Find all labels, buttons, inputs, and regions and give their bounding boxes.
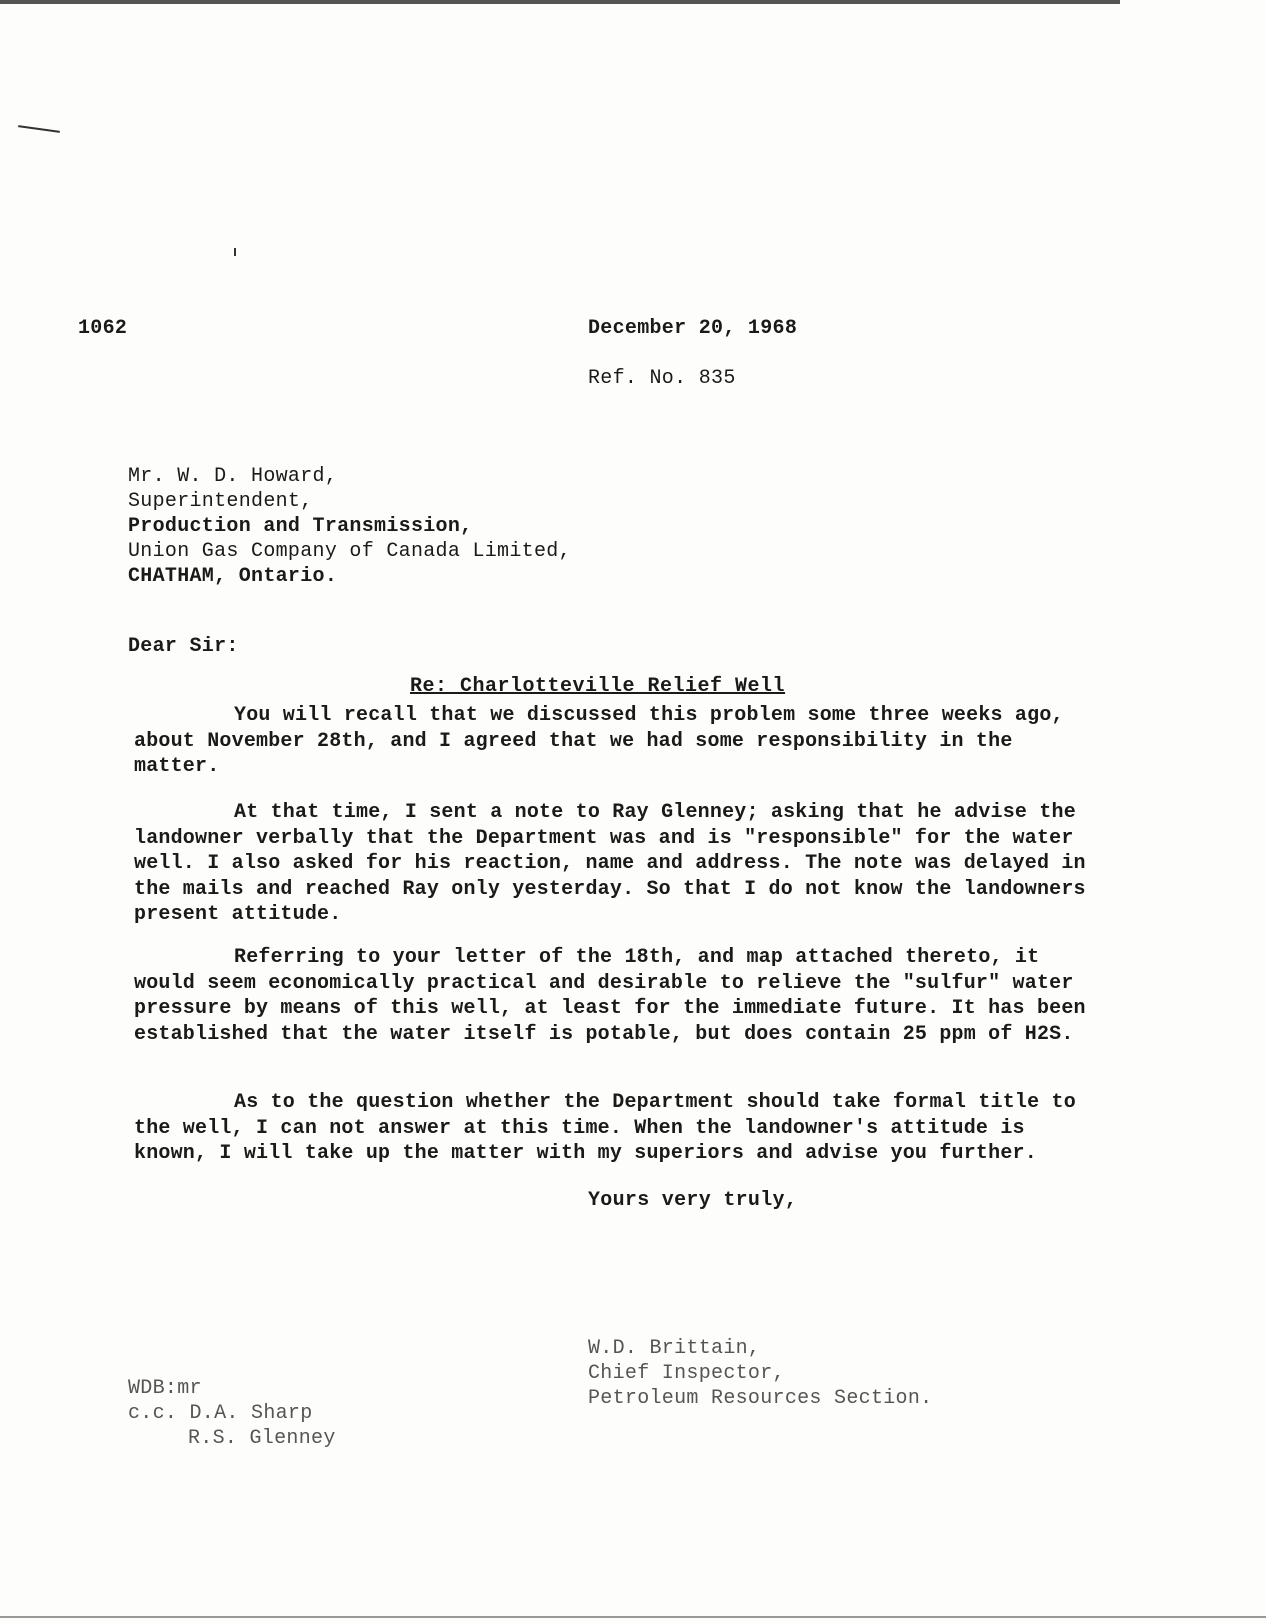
body-paragraph: You will recall that we discussed this problem some three weeks ago, about November 28th, and I agreed that we had some responsibility in the matter.	[134, 704, 1064, 778]
closing: Yours very truly,	[588, 1189, 798, 1212]
salutation: Dear Sir:	[128, 635, 239, 658]
recipient-line: CHATHAM, Ontario.	[128, 565, 338, 588]
subject-line: Re: Charlotteville Relief Well	[410, 675, 786, 698]
recipient-address	[128, 464, 571, 589]
typist-initials: WDB:mr	[128, 1377, 202, 1400]
carbon-copy-line: c.c. D.A. Sharp	[128, 1402, 313, 1425]
scan-bottom-line	[0, 1616, 1266, 1618]
signature-block	[588, 1336, 932, 1411]
signature-line: Petroleum Resources Section.	[588, 1387, 933, 1410]
body-paragraph: Referring to your letter of the 18th, and map attached thereto, it would seem economically practical and desirable to relieve the "sulfur" water pressure by means of this well, at least for the immediate future. It has been established that the water itself is potable, but does contain 25 ppm of H2S.	[134, 946, 1086, 1046]
scan-stray-mark	[18, 125, 60, 133]
letter-date: December 20, 1968	[588, 317, 798, 340]
signature-line: Chief Inspector,	[588, 1362, 785, 1385]
recipient-line: Union Gas Company of Canada Limited,	[128, 540, 571, 563]
recipient-line: Mr. W. D. Howard,	[128, 465, 338, 488]
reference-number: Ref. No. 835	[588, 367, 736, 390]
scan-edge-mark	[0, 0, 1120, 4]
carbon-copy-line: R.S. Glenney	[188, 1427, 336, 1450]
recipient-line: Production and Transmission,	[128, 515, 473, 538]
signature-line: W.D. Brittain,	[588, 1337, 761, 1360]
file-number: 1062	[78, 317, 128, 340]
body-paragraph: As to the question whether the Department should take formal title to the well, I can not answer at this time. When the landowner's attitude is known, I will take up the matter with my superiors and advise you further.	[134, 1091, 1076, 1165]
body-paragraph: At that time, I sent a note to Ray Glenney; asking that he advise the landowner verbally that the Department was and is "responsible" for the water well. I also asked for his reaction, name and address. The note was delayed in the mails and reached Ray only yesterday. So that I do not know the landowners present attitude.	[134, 801, 1086, 926]
scan-stray-dot	[234, 248, 236, 256]
recipient-line: Superintendent,	[128, 490, 313, 513]
